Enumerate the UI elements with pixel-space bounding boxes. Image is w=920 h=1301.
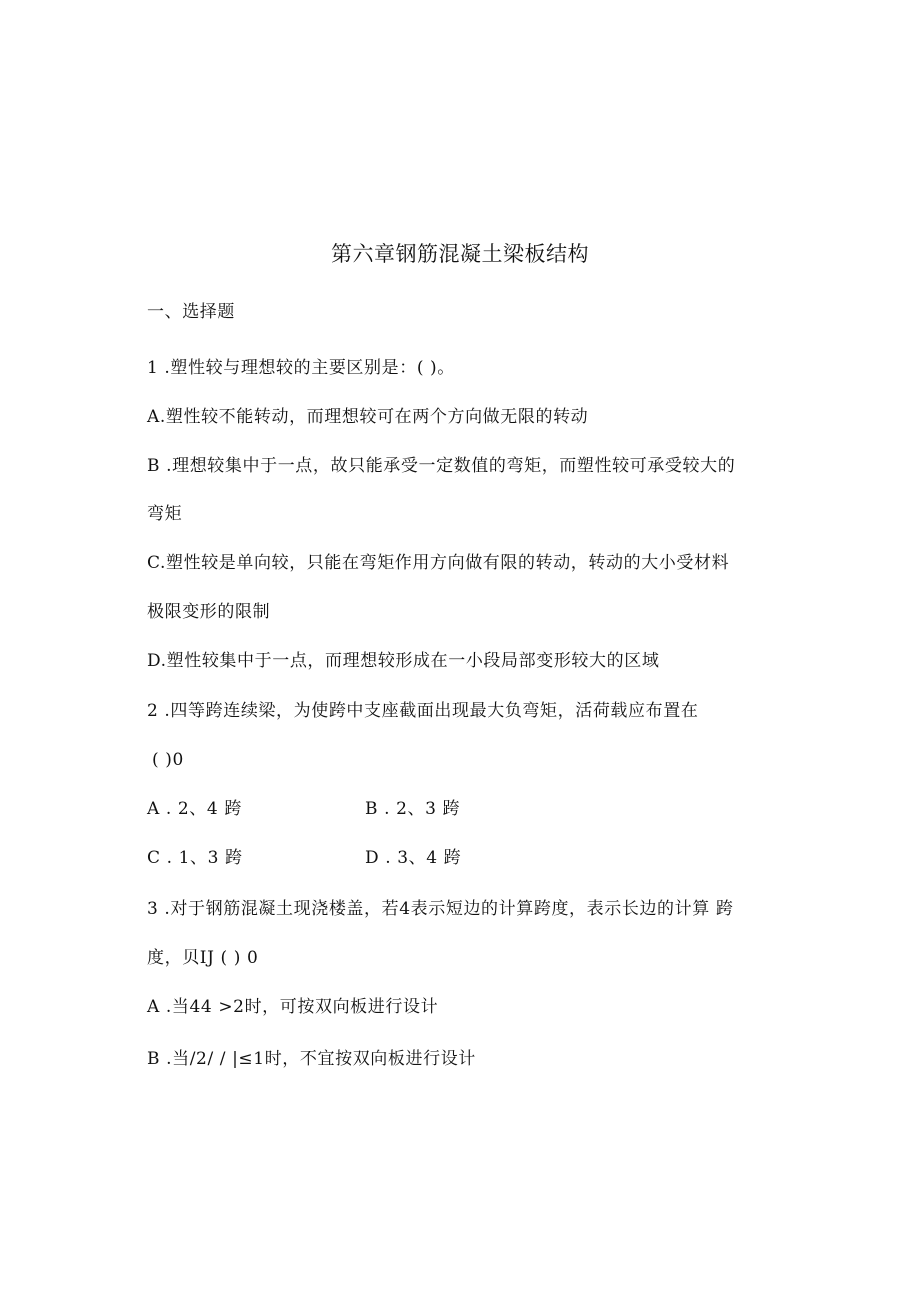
question-1-stem: 1 .塑性较与理想较的主要区别是：( )。 xyxy=(147,358,455,378)
question-2-option-d: D . 3、4 跨 xyxy=(365,848,462,868)
question-2-option-b: B . 2、3 跨 xyxy=(365,799,461,819)
question-3-stem-cont: 度，贝IJ ( ) 0 xyxy=(147,948,259,968)
question-2-option-c: C . 1、3 跨 xyxy=(147,848,243,868)
question-1-option-b-cont: 弯矩 xyxy=(147,504,183,524)
chapter-title: 第六章钢筋混凝土梁板结构 xyxy=(331,242,589,266)
question-2-option-a: A . 2、4 跨 xyxy=(147,799,242,819)
question-2-stem-cont: ( )0 xyxy=(152,750,184,770)
question-3-option-b: B .当/2/ / |≤1时，不宜按双向板进行设计 xyxy=(147,1049,476,1069)
question-1-option-b: B .理想较集中于一点，故只能承受一定数值的弯矩，而塑性较可承受较大的 xyxy=(147,456,736,476)
question-1-option-a: A.塑性较不能转动，而理想较可在两个方向做无限的转动 xyxy=(147,407,589,427)
question-1-option-c-cont: 极限变形的限制 xyxy=(147,602,271,622)
question-3-option-a: A .当44 >2时，可按双向板进行设计 xyxy=(147,997,439,1017)
question-3-stem: 3 .对于钢筋混凝土现浇楼盖，若4表示短边的计算跨度，表示长边的计算 跨 xyxy=(147,899,734,919)
question-1-option-c: C.塑性较是单向较，只能在弯矩作用方向做有限的转动，转动的大小受材料 xyxy=(147,553,730,573)
question-1-option-d: D.塑性较集中于一点，而理想较形成在一小段局部变形较大的区域 xyxy=(147,651,660,671)
question-2-stem: 2 .四等跨连续梁，为使跨中支座截面出现最大负弯矩，活荷载应布置在 xyxy=(147,701,699,721)
section-heading: 一、选择题 xyxy=(147,302,235,322)
